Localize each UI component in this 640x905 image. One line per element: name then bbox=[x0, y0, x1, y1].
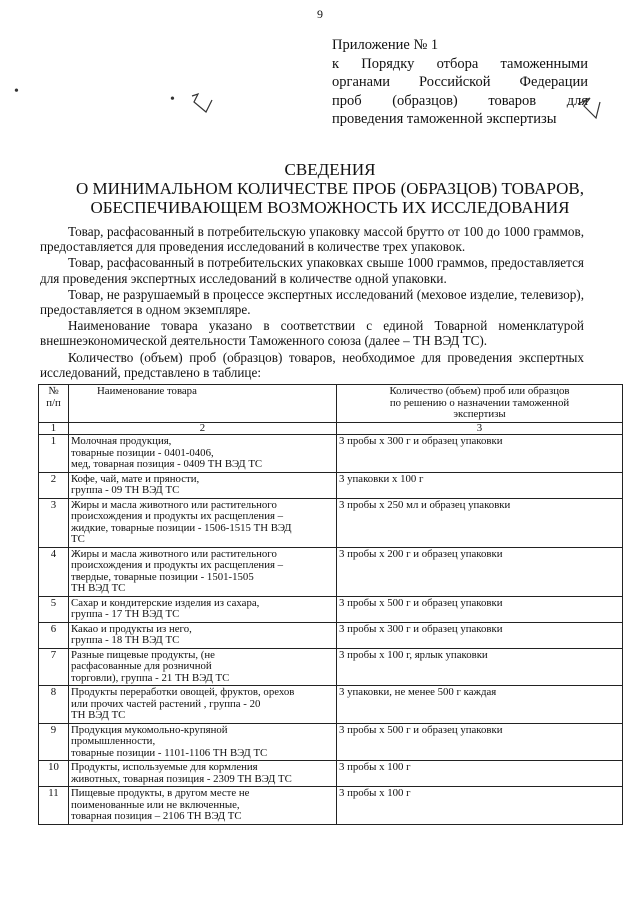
header-name: Наименование товара bbox=[69, 385, 337, 423]
product-name-line: Кофе, чай, мате и пряности, bbox=[71, 472, 200, 485]
row-number: 8 bbox=[39, 686, 69, 724]
product-name-line: Пищевые продукты, в другом месте не bbox=[71, 787, 250, 799]
sample-quantity: 3 пробы х 300 г и образец упаковки bbox=[337, 435, 623, 473]
product-name-line: Молочная продукция, bbox=[71, 435, 172, 447]
sample-quantity: 3 пробы х 500 г и образец упаковки bbox=[337, 723, 623, 761]
product-name bbox=[69, 723, 337, 761]
column-index-row bbox=[39, 422, 623, 435]
row-number: 6 bbox=[39, 622, 69, 648]
table-row bbox=[39, 435, 623, 473]
row-number: 7 bbox=[39, 648, 69, 686]
table-row bbox=[39, 596, 623, 622]
page-number: 9 bbox=[317, 7, 323, 21]
product-name bbox=[69, 498, 337, 547]
product-name bbox=[69, 648, 337, 686]
table-header-row bbox=[39, 385, 623, 423]
index-cell: 3 bbox=[337, 422, 623, 435]
table-row bbox=[39, 622, 623, 648]
product-name-line: происхождения и продукты их расщепления – bbox=[71, 559, 284, 571]
product-name-line: группа - 18 ТН ВЭД ТС bbox=[71, 634, 180, 646]
product-name-line: Продукты, используемые для кормления bbox=[71, 761, 258, 773]
paragraph: Наименование товара указано в соответствии с единой Товарной номенклатурой внешнеэкономической деятельности Таможенного союза (далее – ТН ВЭД ТС). bbox=[40, 318, 584, 349]
paragraph: Количество (объем) проб (образцов) товаров, необходимое для проведения экспертных исследований, представлено в таблице: bbox=[40, 349, 584, 380]
row-number: 5 bbox=[39, 596, 69, 622]
row-number: 9 bbox=[39, 723, 69, 761]
sample-quantity: 3 пробы х 100 г, ярлык упаковки bbox=[337, 648, 623, 686]
product-name bbox=[69, 787, 337, 825]
product-name bbox=[69, 622, 337, 648]
paragraph: Товар, расфасованный в потребительских упаковках свыше 1000 граммов, предоставляется для проведения экспертных исследований в количестве одной упаковки. bbox=[40, 255, 584, 286]
sample-quantity: 3 пробы х 200 г и образец упаковки bbox=[337, 547, 623, 596]
appendix-line: к Порядку отбора таможенными bbox=[332, 55, 588, 72]
product-name-line: группа - 09 ТН ВЭД ТС bbox=[71, 484, 180, 496]
table-row bbox=[39, 686, 623, 724]
product-name-line: или прочих частей растений , группа - 20 bbox=[71, 697, 261, 710]
table-row bbox=[39, 498, 623, 547]
product-name-line: Сахар и кондитерские изделия из сахара, bbox=[71, 596, 260, 609]
row-number: 10 bbox=[39, 761, 69, 787]
product-name-line: товарные позиции - 0401-0406, bbox=[71, 446, 214, 459]
table-row bbox=[39, 723, 623, 761]
appendix-line: Приложение № 1 bbox=[332, 37, 439, 53]
row-number: 11 bbox=[39, 787, 69, 825]
product-name-line: Разные пищевые продукты, (не bbox=[71, 648, 215, 661]
row-number: 3 bbox=[39, 498, 69, 547]
product-name-line: Продукты переработки овощей, фруктов, орехов bbox=[71, 686, 295, 698]
title-line: ОБЕСПЕЧИВАЮЩЕМ ВОЗМОЖНОСТЬ ИХ ИССЛЕДОВАНИЯ bbox=[90, 198, 570, 217]
product-name-line: товарные позиции - 1101-1106 ТН ВЭД ТС bbox=[71, 746, 268, 759]
paragraph: Товар, не разрушаемый в процессе экспертных исследований (меховое изделие, телевизор), предоставляется в одном экземпляре. bbox=[40, 286, 584, 318]
product-name-line: торговли), группа - 21 ТН ВЭД ТС bbox=[71, 671, 230, 684]
table-row bbox=[39, 472, 623, 498]
product-name-line: ТС bbox=[71, 533, 85, 545]
row-number: 2 bbox=[39, 472, 69, 498]
title-line: О МИНИМАЛЬНОМ КОЛИЧЕСТВЕ ПРОБ (ОБРАЗЦОВ) ТОВАРОВ, bbox=[75, 179, 585, 198]
sample-quantity: 3 пробы х 100 г bbox=[337, 761, 623, 787]
table-row bbox=[39, 648, 623, 686]
document-title bbox=[40, 160, 620, 217]
sample-quantity: 3 пробы х 250 мл и образец упаковки bbox=[337, 498, 623, 547]
product-name-line: товарная позиция – 2106 ТН ВЭД ТС bbox=[71, 810, 242, 822]
pen-dot: • bbox=[170, 92, 175, 107]
product-name-line: промышленности, bbox=[71, 735, 156, 747]
product-name-line: ТН ВЭД ТС bbox=[71, 582, 126, 594]
product-name bbox=[69, 596, 337, 622]
samples-table bbox=[38, 384, 623, 825]
product-name-line: жидкие, товарные позиции - 1506-1515 ТН ВЭД bbox=[71, 521, 292, 534]
product-name-line: Какао и продукты из него, bbox=[71, 622, 192, 635]
table-row bbox=[39, 761, 623, 787]
product-name-line: животных, товарная позиция - 2309 ТН ВЭД ТС bbox=[71, 772, 292, 785]
check-mark-icon bbox=[576, 96, 602, 124]
product-name-line: расфасованные для розничной bbox=[71, 660, 212, 672]
appendix-line: органами Российской Федерации bbox=[332, 74, 588, 90]
product-name-line: твердые, товарные позиции - 1501-1505 bbox=[71, 570, 254, 583]
product-name-line: Продукция мукомольно-крупяной bbox=[71, 723, 228, 736]
header-qty: Количество (объем) проб или образцов по решению о назначении таможенной экспертизы bbox=[337, 385, 623, 423]
index-cell: 1 bbox=[39, 422, 69, 435]
product-name-line: Жиры и масла животного или растительного bbox=[71, 498, 277, 511]
product-name bbox=[69, 472, 337, 498]
product-name bbox=[69, 435, 337, 473]
pen-dot: • bbox=[14, 84, 19, 99]
sample-quantity: 3 упаковки, не менее 500 г каждая bbox=[337, 686, 623, 724]
product-name bbox=[69, 547, 337, 596]
paragraph: Товар, расфасованный в потребительскую упаковку массой брутто от 100 до 1000 граммов, предоставляется для проведения исследований в количестве трех упаковок. bbox=[40, 224, 584, 255]
index-cell: 2 bbox=[69, 422, 337, 435]
product-name-line: поименованные или не включенные, bbox=[71, 798, 240, 811]
appendix-header bbox=[332, 36, 588, 129]
appendix-line: проб (образцов) товаров для bbox=[332, 92, 588, 109]
sample-quantity: 3 пробы х 100 г bbox=[337, 787, 623, 825]
sample-quantity: 3 упаковки х 100 г bbox=[337, 472, 623, 498]
product-name-line: мед, товарная позиция - 0409 ТН ВЭД ТС bbox=[71, 458, 263, 470]
product-name-line: происхождения и продукты их расщепления – bbox=[71, 510, 284, 522]
appendix-line: проведения таможенной экспертизы bbox=[332, 111, 557, 127]
product-name-line: ТН ВЭД ТС bbox=[71, 709, 126, 721]
intro-text bbox=[40, 224, 584, 380]
header-num: № п/п bbox=[39, 385, 69, 423]
row-number: 1 bbox=[39, 435, 69, 473]
product-name bbox=[69, 686, 337, 724]
table-row bbox=[39, 787, 623, 825]
sample-quantity: 3 пробы х 300 г и образец упаковки bbox=[337, 622, 623, 648]
check-mark-icon bbox=[188, 90, 216, 118]
sample-quantity: 3 пробы х 500 г и образец упаковки bbox=[337, 596, 623, 622]
title-line: СВЕДЕНИЯ bbox=[284, 160, 376, 179]
product-name-line: Жиры и масла животного или растительного bbox=[71, 547, 277, 560]
product-name-line: группа - 17 ТН ВЭД ТС bbox=[71, 608, 180, 620]
product-name bbox=[69, 761, 337, 787]
row-number: 4 bbox=[39, 547, 69, 596]
table-row bbox=[39, 547, 623, 596]
